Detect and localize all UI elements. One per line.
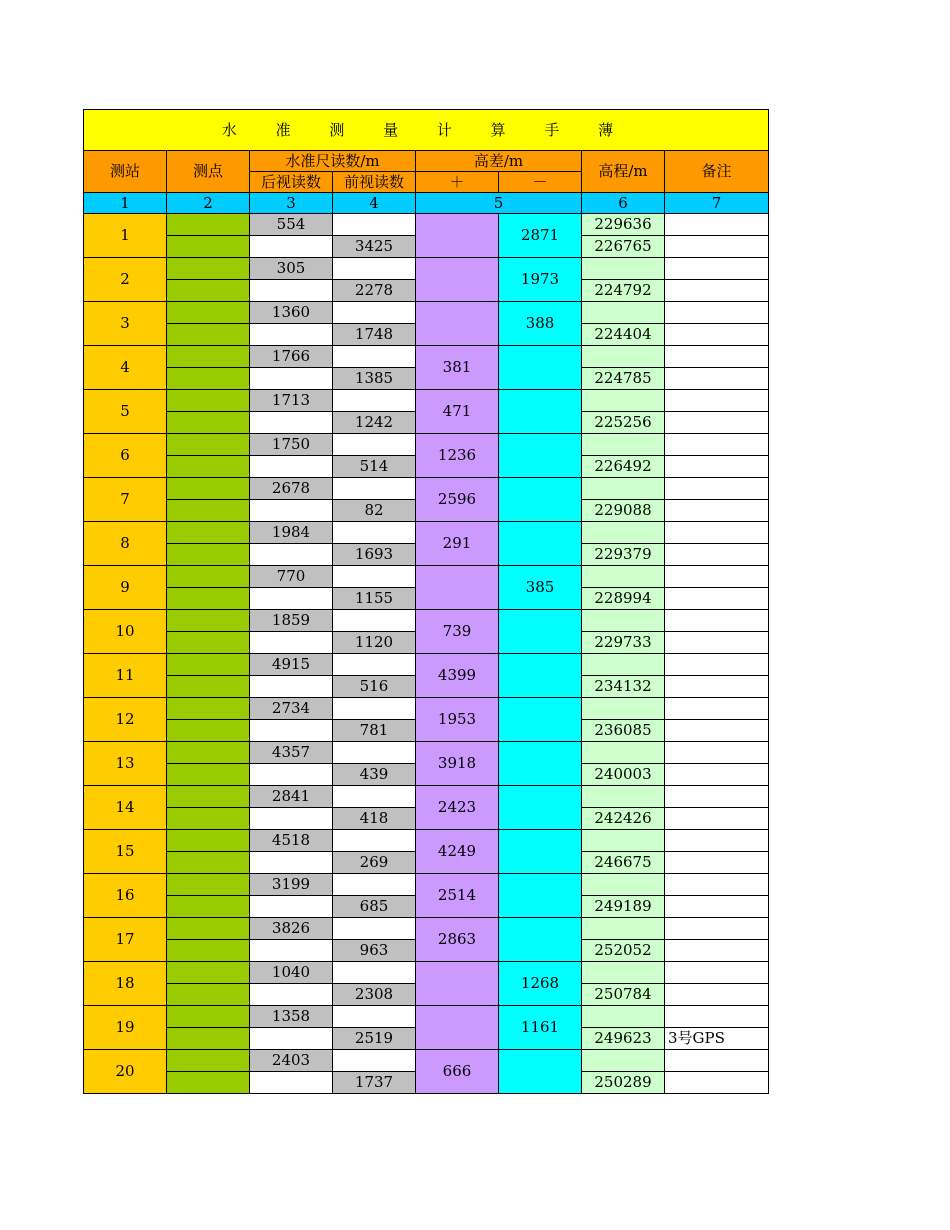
foresight-empty	[333, 522, 416, 544]
station-row-top	[84, 434, 769, 456]
station-row-top	[84, 258, 769, 280]
column-number: 1	[84, 193, 167, 214]
height-diff-minus	[499, 874, 582, 918]
foresight-empty	[333, 698, 416, 720]
table-title: 水 准 测 量 计 算 手 薄	[84, 110, 769, 151]
elevation-value: 225256	[582, 412, 665, 434]
point-cell	[167, 676, 250, 698]
remark-top	[665, 698, 769, 720]
foresight-reading: 963	[333, 940, 416, 962]
point-cell	[167, 236, 250, 258]
remark-cell	[665, 544, 769, 566]
point-cell	[167, 654, 250, 676]
remark-top	[665, 214, 769, 236]
backsight-reading: 1358	[250, 1006, 333, 1028]
elevation-top	[582, 302, 665, 324]
remark-cell	[665, 1072, 769, 1094]
station-row-top	[84, 742, 769, 764]
header-plus: ＋	[416, 172, 499, 193]
point-cell	[167, 1028, 250, 1050]
elevation-top	[582, 654, 665, 676]
foresight-reading: 514	[333, 456, 416, 478]
elevation-top	[582, 1050, 665, 1072]
point-cell	[167, 632, 250, 654]
point-cell	[167, 566, 250, 588]
elevation-value: 226765	[582, 236, 665, 258]
height-diff-minus	[499, 346, 582, 390]
height-diff-plus: 4399	[416, 654, 499, 698]
point-cell	[167, 918, 250, 940]
foresight-empty	[333, 434, 416, 456]
foresight-empty	[333, 654, 416, 676]
elevation-value: 228994	[582, 588, 665, 610]
elevation-top	[582, 346, 665, 368]
remark-top	[665, 610, 769, 632]
remark-cell	[665, 676, 769, 698]
remark-top	[665, 918, 769, 940]
backsight-reading: 1040	[250, 962, 333, 984]
station-number: 13	[84, 742, 167, 786]
height-diff-minus: 388	[499, 302, 582, 346]
header-staff-reading: 水准尺读数/m	[250, 151, 416, 172]
point-cell	[167, 764, 250, 786]
station-row-top	[84, 390, 769, 412]
elevation-top	[582, 522, 665, 544]
header-station: 测站	[84, 151, 167, 193]
height-diff-minus	[499, 918, 582, 962]
height-diff-minus: 1268	[499, 962, 582, 1006]
elevation-value: 252052	[582, 940, 665, 962]
elevation-value: 234132	[582, 676, 665, 698]
station-row-top	[84, 962, 769, 984]
station-row-top	[84, 610, 769, 632]
remark-top	[665, 566, 769, 588]
backsight-reading: 1750	[250, 434, 333, 456]
remark-top	[665, 742, 769, 764]
backsight-empty	[250, 412, 333, 434]
backsight-empty	[250, 984, 333, 1006]
elevation-value: 242426	[582, 808, 665, 830]
remark-cell	[665, 852, 769, 874]
header-minus: －	[499, 172, 582, 193]
remark-top	[665, 478, 769, 500]
remark-top	[665, 874, 769, 896]
header-height-diff: 高差/m	[416, 151, 582, 172]
point-cell	[167, 852, 250, 874]
backsight-empty	[250, 896, 333, 918]
elevation-value: 224404	[582, 324, 665, 346]
station-number: 10	[84, 610, 167, 654]
remark-cell	[665, 808, 769, 830]
backsight-empty	[250, 500, 333, 522]
point-cell	[167, 456, 250, 478]
header-point: 测点	[167, 151, 250, 193]
point-cell	[167, 280, 250, 302]
header-remark: 备注	[665, 151, 769, 193]
backsight-reading: 4915	[250, 654, 333, 676]
remark-cell	[665, 412, 769, 434]
height-diff-minus	[499, 478, 582, 522]
station-number: 7	[84, 478, 167, 522]
station-number: 9	[84, 566, 167, 610]
foresight-reading: 1693	[333, 544, 416, 566]
point-cell	[167, 302, 250, 324]
remark-cell	[665, 764, 769, 786]
remark-top	[665, 830, 769, 852]
height-diff-minus	[499, 698, 582, 742]
backsight-empty	[250, 456, 333, 478]
foresight-reading: 1242	[333, 412, 416, 434]
station-row-top	[84, 1006, 769, 1028]
remark-cell	[665, 720, 769, 742]
elevation-top	[582, 962, 665, 984]
elevation-value: 249623	[582, 1028, 665, 1050]
height-diff-minus	[499, 654, 582, 698]
foresight-empty	[333, 302, 416, 324]
foresight-reading: 3425	[333, 236, 416, 258]
station-number: 3	[84, 302, 167, 346]
height-diff-plus: 739	[416, 610, 499, 654]
station-number: 2	[84, 258, 167, 302]
elevation-top	[582, 918, 665, 940]
elevation-top	[582, 566, 665, 588]
station-row-top	[84, 478, 769, 500]
point-cell	[167, 500, 250, 522]
station-number: 8	[84, 522, 167, 566]
point-cell	[167, 874, 250, 896]
backsight-reading: 3199	[250, 874, 333, 896]
backsight-empty	[250, 1028, 333, 1050]
height-diff-minus	[499, 390, 582, 434]
elevation-value: 224785	[582, 368, 665, 390]
point-cell	[167, 720, 250, 742]
point-cell	[167, 830, 250, 852]
remark-top	[665, 654, 769, 676]
foresight-empty	[333, 214, 416, 236]
point-cell	[167, 940, 250, 962]
height-diff-plus	[416, 302, 499, 346]
foresight-empty	[333, 390, 416, 412]
station-number: 19	[84, 1006, 167, 1050]
foresight-empty	[333, 962, 416, 984]
remark-top	[665, 1006, 769, 1028]
point-cell	[167, 962, 250, 984]
remark-cell	[665, 940, 769, 962]
foresight-empty	[333, 346, 416, 368]
station-number: 15	[84, 830, 167, 874]
elevation-top	[582, 786, 665, 808]
height-diff-plus: 471	[416, 390, 499, 434]
backsight-empty	[250, 632, 333, 654]
station-number: 20	[84, 1050, 167, 1094]
elevation-top	[582, 434, 665, 456]
height-diff-plus: 2863	[416, 918, 499, 962]
foresight-empty	[333, 1050, 416, 1072]
backsight-reading: 1984	[250, 522, 333, 544]
foresight-reading: 418	[333, 808, 416, 830]
elevation-top	[582, 830, 665, 852]
remark-top	[665, 346, 769, 368]
station-row-top	[84, 874, 769, 896]
foresight-reading: 685	[333, 896, 416, 918]
station-row-top	[84, 698, 769, 720]
backsight-reading: 1713	[250, 390, 333, 412]
height-diff-plus: 291	[416, 522, 499, 566]
elevation-value: 249189	[582, 896, 665, 918]
backsight-reading: 3826	[250, 918, 333, 940]
column-number: 4	[333, 193, 416, 214]
backsight-reading: 2403	[250, 1050, 333, 1072]
elevation-top	[582, 698, 665, 720]
station-row-top	[84, 302, 769, 324]
point-cell	[167, 896, 250, 918]
remark-top	[665, 390, 769, 412]
backsight-reading: 770	[250, 566, 333, 588]
elevation-value: 229379	[582, 544, 665, 566]
remark-cell	[665, 280, 769, 302]
station-number: 4	[84, 346, 167, 390]
foresight-empty	[333, 1006, 416, 1028]
foresight-reading: 439	[333, 764, 416, 786]
backsight-reading: 554	[250, 214, 333, 236]
height-diff-plus	[416, 1006, 499, 1050]
point-cell	[167, 544, 250, 566]
remark-top	[665, 302, 769, 324]
station-number: 12	[84, 698, 167, 742]
backsight-reading: 1360	[250, 302, 333, 324]
elevation-value: 229088	[582, 500, 665, 522]
elevation-top	[582, 742, 665, 764]
point-cell	[167, 786, 250, 808]
remark-top	[665, 434, 769, 456]
column-number: 2	[167, 193, 250, 214]
column-number: 7	[665, 193, 769, 214]
point-cell	[167, 324, 250, 346]
elevation-value: 246675	[582, 852, 665, 874]
backsight-empty	[250, 368, 333, 390]
foresight-reading: 516	[333, 676, 416, 698]
elevation-value: 224792	[582, 280, 665, 302]
header-elevation: 高程/m	[582, 151, 665, 193]
remark-cell	[665, 456, 769, 478]
point-cell	[167, 1050, 250, 1072]
elevation-top: 229636	[582, 214, 665, 236]
height-diff-minus	[499, 434, 582, 478]
station-number: 17	[84, 918, 167, 962]
elevation-top	[582, 390, 665, 412]
remark-top	[665, 962, 769, 984]
elevation-value: 226492	[582, 456, 665, 478]
height-diff-minus	[499, 786, 582, 830]
foresight-empty	[333, 478, 416, 500]
remark-cell	[665, 588, 769, 610]
point-cell	[167, 522, 250, 544]
height-diff-plus: 1236	[416, 434, 499, 478]
foresight-empty	[333, 830, 416, 852]
point-cell	[167, 434, 250, 456]
backsight-empty	[250, 676, 333, 698]
foresight-reading: 1385	[333, 368, 416, 390]
point-cell	[167, 478, 250, 500]
foresight-empty	[333, 874, 416, 896]
station-number: 14	[84, 786, 167, 830]
header-backsight: 后视读数	[250, 172, 333, 193]
backsight-empty	[250, 852, 333, 874]
backsight-reading: 4518	[250, 830, 333, 852]
remark-top	[665, 258, 769, 280]
height-diff-plus: 3918	[416, 742, 499, 786]
backsight-reading: 2734	[250, 698, 333, 720]
point-cell	[167, 1072, 250, 1094]
backsight-reading: 1859	[250, 610, 333, 632]
backsight-reading: 4357	[250, 742, 333, 764]
backsight-empty	[250, 544, 333, 566]
elevation-top	[582, 1006, 665, 1028]
elevation-top	[582, 610, 665, 632]
point-cell	[167, 588, 250, 610]
elevation-top	[582, 478, 665, 500]
remark-cell	[665, 896, 769, 918]
station-row-top	[84, 566, 769, 588]
point-cell	[167, 412, 250, 434]
foresight-reading: 2519	[333, 1028, 416, 1050]
foresight-empty	[333, 610, 416, 632]
height-diff-minus	[499, 522, 582, 566]
station-row-top	[84, 522, 769, 544]
station-row-top	[84, 654, 769, 676]
backsight-empty	[250, 324, 333, 346]
station-row-top	[84, 786, 769, 808]
elevation-value: 240003	[582, 764, 665, 786]
foresight-reading: 2308	[333, 984, 416, 1006]
height-diff-minus	[499, 742, 582, 786]
foresight-reading: 2278	[333, 280, 416, 302]
station-number: 16	[84, 874, 167, 918]
elevation-top	[582, 258, 665, 280]
remark-cell	[665, 368, 769, 390]
height-diff-plus	[416, 258, 499, 302]
station-row-top	[84, 918, 769, 940]
backsight-empty	[250, 764, 333, 786]
station-row-top	[84, 214, 769, 236]
height-diff-plus: 4249	[416, 830, 499, 874]
station-row-top	[84, 346, 769, 368]
height-diff-minus	[499, 610, 582, 654]
foresight-reading: 1155	[333, 588, 416, 610]
elevation-top	[582, 874, 665, 896]
remark-top	[665, 786, 769, 808]
height-diff-minus: 385	[499, 566, 582, 610]
point-cell	[167, 214, 250, 236]
foresight-empty	[333, 566, 416, 588]
point-cell	[167, 258, 250, 280]
foresight-empty	[333, 786, 416, 808]
elevation-value: 250289	[582, 1072, 665, 1094]
height-diff-plus	[416, 566, 499, 610]
remark-cell	[665, 324, 769, 346]
backsight-reading: 1766	[250, 346, 333, 368]
backsight-reading: 2678	[250, 478, 333, 500]
point-cell	[167, 742, 250, 764]
station-number: 5	[84, 390, 167, 434]
station-number: 18	[84, 962, 167, 1006]
height-diff-minus: 1161	[499, 1006, 582, 1050]
point-cell	[167, 346, 250, 368]
point-cell	[167, 808, 250, 830]
foresight-reading: 1737	[333, 1072, 416, 1094]
remark-cell	[665, 984, 769, 1006]
height-diff-plus: 381	[416, 346, 499, 390]
station-number: 1	[84, 214, 167, 258]
station-number: 11	[84, 654, 167, 698]
foresight-empty	[333, 918, 416, 940]
station-number: 6	[84, 434, 167, 478]
remark-cell	[665, 236, 769, 258]
backsight-empty	[250, 1072, 333, 1094]
foresight-reading: 269	[333, 852, 416, 874]
backsight-empty	[250, 940, 333, 962]
column-number: 3	[250, 193, 333, 214]
height-diff-plus	[416, 214, 499, 258]
height-diff-plus: 2514	[416, 874, 499, 918]
station-row-top	[84, 1050, 769, 1072]
foresight-reading: 781	[333, 720, 416, 742]
backsight-empty	[250, 808, 333, 830]
remark-top	[665, 522, 769, 544]
column-number: 5	[416, 193, 582, 214]
backsight-reading: 305	[250, 258, 333, 280]
remark-top	[665, 1050, 769, 1072]
height-diff-plus: 2596	[416, 478, 499, 522]
point-cell	[167, 390, 250, 412]
elevation-value: 250784	[582, 984, 665, 1006]
station-row-top	[84, 830, 769, 852]
elevation-value: 229733	[582, 632, 665, 654]
remark-cell	[665, 632, 769, 654]
height-diff-plus: 1953	[416, 698, 499, 742]
column-number: 6	[582, 193, 665, 214]
height-diff-minus	[499, 830, 582, 874]
foresight-empty	[333, 258, 416, 280]
remark-cell: 3号GPS	[665, 1028, 769, 1050]
foresight-empty	[333, 742, 416, 764]
foresight-reading: 82	[333, 500, 416, 522]
backsight-empty	[250, 236, 333, 258]
remark-cell	[665, 500, 769, 522]
backsight-empty	[250, 280, 333, 302]
height-diff-plus: 666	[416, 1050, 499, 1094]
header-foresight: 前视读数	[333, 172, 416, 193]
height-diff-plus	[416, 962, 499, 1006]
backsight-empty	[250, 720, 333, 742]
height-diff-plus: 2423	[416, 786, 499, 830]
point-cell	[167, 698, 250, 720]
backsight-reading: 2841	[250, 786, 333, 808]
point-cell	[167, 610, 250, 632]
point-cell	[167, 984, 250, 1006]
point-cell	[167, 368, 250, 390]
foresight-reading: 1120	[333, 632, 416, 654]
height-diff-minus: 1973	[499, 258, 582, 302]
height-diff-minus	[499, 1050, 582, 1094]
backsight-empty	[250, 588, 333, 610]
elevation-value: 236085	[582, 720, 665, 742]
point-cell	[167, 1006, 250, 1028]
foresight-reading: 1748	[333, 324, 416, 346]
height-diff-minus: 2871	[499, 214, 582, 258]
leveling-calculation-table	[83, 109, 769, 1094]
